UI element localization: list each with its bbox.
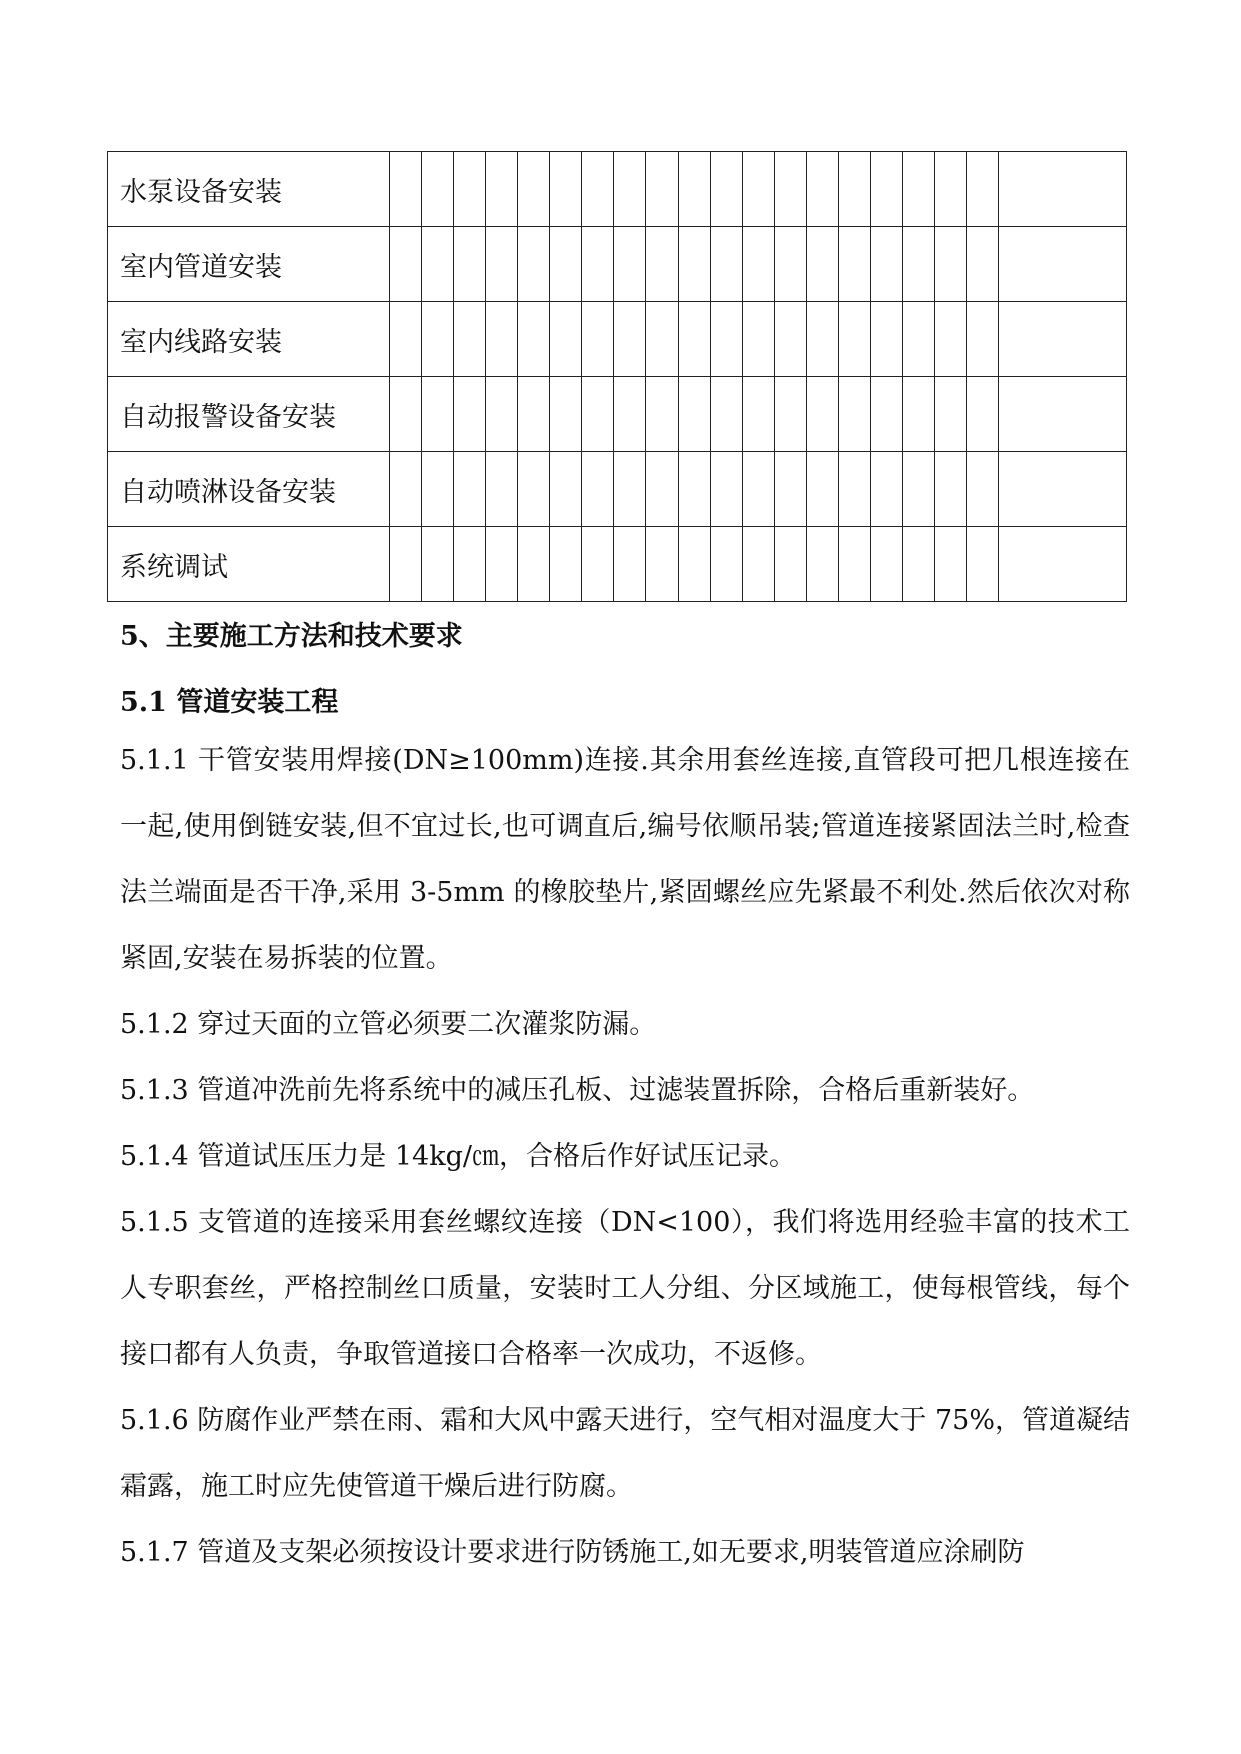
- schedule-cell: [999, 152, 1127, 227]
- schedule-cell: [614, 377, 646, 452]
- paragraph-5-1-4: 5.1.4 管道试压压力是 14kg/㎝，合格后作好试压记录。: [120, 1141, 796, 1172]
- schedule-cell: [806, 377, 838, 452]
- schedule-cell: [838, 302, 870, 377]
- schedule-cell: [999, 527, 1127, 602]
- paragraph-5-1-7: 5.1.7 管道及支架必须按设计要求进行防锈施工,如无要求,明装管道应涂刷防: [120, 1537, 1025, 1568]
- schedule-row: [108, 452, 1127, 527]
- schedule-cell: [871, 377, 903, 452]
- schedule-cell: [806, 152, 838, 227]
- schedule-cell: [935, 527, 967, 602]
- schedule-cell: [999, 377, 1127, 452]
- schedule-cell: [742, 452, 774, 527]
- schedule-cell: [935, 377, 967, 452]
- schedule-cell: [614, 452, 646, 527]
- schedule-cell: [871, 527, 903, 602]
- schedule-cell: [935, 227, 967, 302]
- schedule-cell: [389, 452, 421, 527]
- schedule-cell: [838, 227, 870, 302]
- paragraph-5-1-6: 5.1.6 防腐作业严禁在雨、霜和大风中露天进行，空气相对温度大于 75%，管道凝结霜露，施工时应先使管道干燥后进行防腐。: [120, 1405, 1130, 1502]
- schedule-cell: [646, 452, 678, 527]
- schedule-cell: [389, 302, 421, 377]
- schedule-cell: [742, 377, 774, 452]
- schedule-cell: [518, 227, 550, 302]
- paragraph-5-1-1: 5.1.1 干管安装用焊接(DN≥100mm)连接.其余用套丝连接,直管段可把几根连接在一起,使用倒链安装,但不宜过长,也可调直后,编号依顺吊装;管道连接紧固法兰时,检查法兰端面是否干净,采用 3-5mm 的橡胶垫片,紧固螺丝应先紧最不利处.然后依次对称紧固,安装在易拆装的位置。: [120, 745, 1130, 974]
- schedule-cell: [485, 152, 517, 227]
- schedule-cell: [774, 377, 806, 452]
- schedule-cell: [774, 452, 806, 527]
- schedule-cell: [550, 302, 582, 377]
- schedule-cell: [518, 527, 550, 602]
- schedule-cell: [614, 227, 646, 302]
- schedule-cell: [389, 152, 421, 227]
- schedule-cell: [646, 377, 678, 452]
- subsection-heading: 5.1 管道安装工程: [120, 687, 339, 718]
- schedule-cell: [903, 152, 935, 227]
- schedule-cell: [678, 302, 710, 377]
- schedule-cell: [453, 302, 485, 377]
- schedule-cell: [518, 302, 550, 377]
- schedule-row: [108, 302, 1127, 377]
- schedule-table-body: [108, 152, 1127, 602]
- schedule-cell: [871, 452, 903, 527]
- schedule-cell: [774, 527, 806, 602]
- schedule-cell: [838, 452, 870, 527]
- schedule-cell: [678, 452, 710, 527]
- schedule-cell: [838, 527, 870, 602]
- schedule-cell: [389, 227, 421, 302]
- schedule-cell: [646, 302, 678, 377]
- schedule-cell: [646, 152, 678, 227]
- schedule-cell: [485, 452, 517, 527]
- task-name-cell: 水泵设备安装: [108, 152, 390, 227]
- schedule-cell: [967, 527, 999, 602]
- schedule-cell: [742, 152, 774, 227]
- schedule-cell: [967, 152, 999, 227]
- schedule-cell: [935, 452, 967, 527]
- paragraph-5-1-5: 5.1.5 支管道的连接采用套丝螺纹连接（DN<100），我们将选用经验丰富的技术工人专职套丝，严格控制丝口质量，安装时工人分组、分区域施工，使每根管线，每个接口都有人负责，争取管道接口合格率一次成功，不返修。: [120, 1207, 1130, 1370]
- schedule-cell: [678, 227, 710, 302]
- schedule-cell: [582, 227, 614, 302]
- schedule-cell: [935, 152, 967, 227]
- schedule-cell: [871, 302, 903, 377]
- task-name-cell: 室内管道安装: [108, 227, 390, 302]
- schedule-cell: [421, 527, 453, 602]
- schedule-cell: [550, 377, 582, 452]
- schedule-cell: [453, 452, 485, 527]
- schedule-cell: [421, 152, 453, 227]
- schedule-cell: [582, 377, 614, 452]
- schedule-cell: [806, 527, 838, 602]
- schedule-cell: [710, 377, 742, 452]
- schedule-cell: [550, 152, 582, 227]
- schedule-cell: [453, 152, 485, 227]
- schedule-row: [108, 377, 1127, 452]
- schedule-cell: [453, 227, 485, 302]
- schedule-cell: [999, 452, 1127, 527]
- schedule-cell: [421, 302, 453, 377]
- schedule-cell: [710, 227, 742, 302]
- schedule-cell: [614, 527, 646, 602]
- schedule-cell: [485, 302, 517, 377]
- schedule-cell: [550, 527, 582, 602]
- schedule-cell: [646, 527, 678, 602]
- schedule-cell: [806, 227, 838, 302]
- schedule-cell: [838, 377, 870, 452]
- schedule-cell: [903, 527, 935, 602]
- schedule-cell: [710, 302, 742, 377]
- schedule-cell: [806, 302, 838, 377]
- task-name-cell: 自动喷淋设备安装: [108, 452, 390, 527]
- schedule-cell: [710, 452, 742, 527]
- schedule-cell: [453, 377, 485, 452]
- paragraph-5-1-2: 5.1.2 穿过天面的立管必须要二次灌浆防漏。: [120, 1009, 657, 1040]
- schedule-cell: [967, 452, 999, 527]
- task-name-cell: 室内线路安装: [108, 302, 390, 377]
- schedule-cell: [999, 302, 1127, 377]
- schedule-cell: [903, 227, 935, 302]
- schedule-cell: [421, 452, 453, 527]
- schedule-cell: [774, 152, 806, 227]
- schedule-row: [108, 527, 1127, 602]
- schedule-cell: [774, 227, 806, 302]
- schedule-cell: [582, 452, 614, 527]
- schedule-cell: [646, 227, 678, 302]
- schedule-cell: [582, 527, 614, 602]
- schedule-cell: [806, 452, 838, 527]
- schedule-cell: [550, 227, 582, 302]
- schedule-cell: [742, 527, 774, 602]
- schedule-cell: [935, 302, 967, 377]
- schedule-cell: [903, 452, 935, 527]
- schedule-cell: [453, 527, 485, 602]
- schedule-cell: [678, 377, 710, 452]
- schedule-cell: [871, 152, 903, 227]
- schedule-cell: [903, 377, 935, 452]
- schedule-cell: [742, 227, 774, 302]
- paragraph-5-1-3: 5.1.3 管道冲洗前先将系统中的减压孔板、过滤装置拆除，合格后重新装好。: [120, 1075, 1035, 1106]
- construction-schedule-table: [107, 151, 1127, 602]
- schedule-cell: [774, 302, 806, 377]
- schedule-cell: [421, 377, 453, 452]
- schedule-cell: [967, 377, 999, 452]
- schedule-cell: [582, 152, 614, 227]
- schedule-cell: [485, 227, 517, 302]
- schedule-cell: [485, 527, 517, 602]
- schedule-cell: [485, 377, 517, 452]
- schedule-cell: [742, 302, 774, 377]
- schedule-cell: [871, 227, 903, 302]
- task-name-cell: 系统调试: [108, 527, 390, 602]
- schedule-cell: [389, 527, 421, 602]
- schedule-cell: [999, 227, 1127, 302]
- schedule-cell: [518, 452, 550, 527]
- schedule-cell: [421, 227, 453, 302]
- schedule-cell: [614, 152, 646, 227]
- schedule-cell: [710, 527, 742, 602]
- schedule-row: [108, 227, 1127, 302]
- schedule-cell: [838, 152, 870, 227]
- schedule-cell: [678, 152, 710, 227]
- schedule-cell: [903, 302, 935, 377]
- schedule-cell: [518, 152, 550, 227]
- schedule-cell: [678, 527, 710, 602]
- schedule-cell: [389, 377, 421, 452]
- schedule-cell: [582, 302, 614, 377]
- schedule-row: [108, 152, 1127, 227]
- task-name-cell: 自动报警设备安装: [108, 377, 390, 452]
- schedule-cell: [518, 377, 550, 452]
- schedule-cell: [967, 227, 999, 302]
- section-heading: 5、主要施工方法和技术要求: [120, 621, 463, 652]
- schedule-cell: [710, 152, 742, 227]
- schedule-cell: [550, 452, 582, 527]
- schedule-cell: [614, 302, 646, 377]
- schedule-cell: [967, 302, 999, 377]
